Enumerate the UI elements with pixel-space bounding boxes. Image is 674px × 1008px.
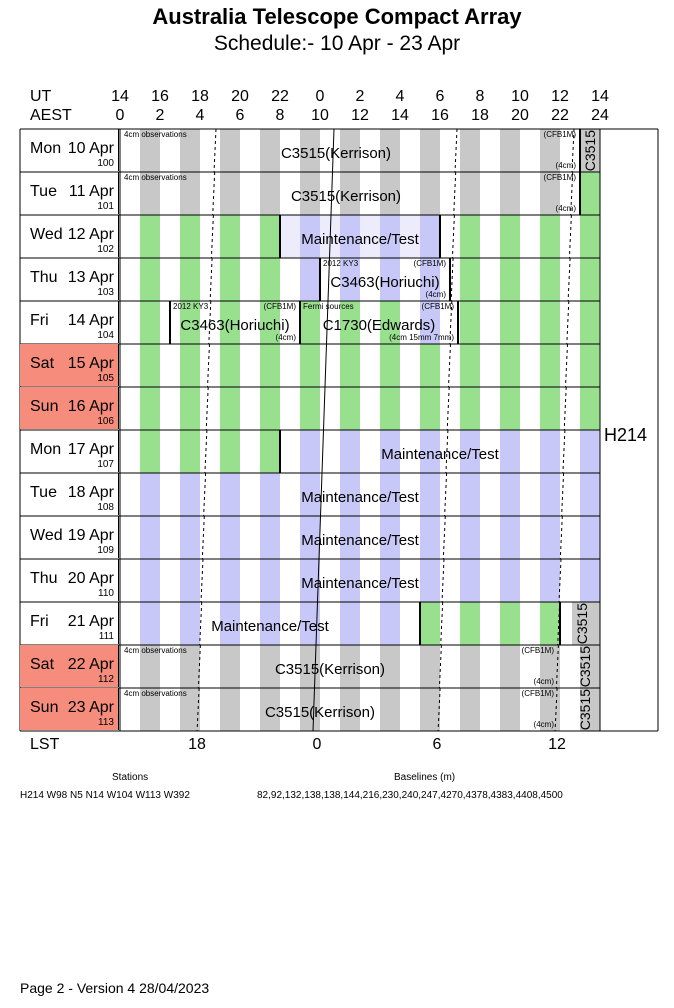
block-note-right: (CFB1M)	[543, 173, 576, 182]
block-note-br: (4cm)	[555, 161, 576, 170]
hour-stripe	[140, 301, 160, 344]
day-week-number: 109	[97, 545, 114, 556]
block-d13-c3515[interactable]	[120, 688, 600, 731]
block-label: Maintenance/Test	[301, 489, 419, 506]
aest-tick: 18	[471, 107, 489, 124]
lst-guide-line	[569, 215, 571, 258]
block-d2-maintenance[interactable]	[280, 215, 440, 258]
hour-stripe	[140, 387, 160, 430]
block-label: Maintenance/Test	[211, 618, 329, 635]
hour-stripe	[220, 344, 240, 387]
lst-guide-line	[567, 301, 569, 344]
lst-guide-line	[564, 387, 566, 430]
block-label: C3515(Kerrison)	[290, 188, 402, 205]
lst-guide-line	[452, 215, 454, 258]
hour-stripe	[180, 344, 200, 387]
day-date: 16 Apr	[67, 398, 114, 415]
day-week-number: 106	[97, 416, 114, 427]
day-row-label	[20, 215, 119, 257]
day-date: 11 Apr	[68, 183, 114, 200]
block-note-right: (CFB1M)	[413, 259, 446, 268]
aest-tick: 10	[311, 107, 329, 124]
aest-tick: 2	[155, 107, 165, 124]
day-date: 23 Apr	[67, 699, 114, 716]
hour-stripe	[380, 344, 400, 387]
block-note: 2012 KY3	[323, 259, 359, 268]
block-label: Maintenance/Test	[381, 446, 499, 463]
day-of-week: Wed	[30, 226, 63, 243]
hour-stripe	[180, 258, 200, 301]
lst-guide-line	[211, 215, 213, 258]
lst-guide-line	[206, 387, 208, 430]
day-of-week: Fri	[30, 312, 49, 329]
day-of-week: Sun	[30, 398, 59, 415]
block-note-br: (4cm)	[425, 290, 446, 299]
block-d11-maintenance[interactable]	[120, 602, 420, 645]
block-note-br: (4cm)	[533, 720, 554, 729]
day-week-number: 110	[98, 588, 114, 599]
hour-stripe	[140, 258, 160, 301]
ut-tick: 8	[475, 88, 485, 105]
day-date: 21 Apr	[67, 613, 114, 630]
hour-stripe	[540, 344, 560, 387]
hour-stripe	[420, 602, 440, 645]
aest-tick: 12	[351, 107, 369, 124]
aest-tick: 16	[431, 107, 449, 124]
hour-stripe	[380, 387, 400, 430]
aest-tick: 24	[591, 107, 609, 124]
block-label: Maintenance/Test	[301, 231, 419, 248]
lst-tick: 6	[432, 736, 442, 753]
block-label: Maintenance/Test	[301, 575, 419, 592]
day-date: 17 Apr	[67, 441, 114, 458]
aest-axis-label: AEST	[30, 107, 72, 124]
hour-stripe	[580, 172, 600, 215]
day-week-number: 105	[97, 373, 114, 384]
lst-guide-line	[441, 602, 443, 645]
hour-stripe	[260, 430, 280, 473]
ut-tick: 14	[111, 88, 129, 105]
day-row-label	[20, 172, 119, 214]
lst-tick: 12	[548, 736, 566, 753]
aest-tick: 14	[391, 107, 409, 124]
hour-stripe	[580, 215, 600, 258]
hour-stripe	[460, 215, 480, 258]
day-of-week: Thu	[30, 269, 58, 286]
page-title: Australia Telescope Compact Array	[152, 4, 522, 29]
day-of-week: Wed	[30, 527, 63, 544]
baselines-value: 82,92,132,138,138,144,216,230,240,247,4270,4378,4383,4408,4500	[257, 790, 563, 801]
hour-stripe	[540, 387, 560, 430]
block-d4-c1730[interactable]	[300, 301, 458, 344]
ut-tick: 2	[355, 88, 365, 105]
hour-stripe	[140, 215, 160, 258]
ut-tick: 16	[151, 88, 169, 105]
day-of-week: Fri	[30, 613, 49, 630]
day-row-label	[20, 387, 119, 429]
hour-stripe	[220, 215, 240, 258]
hour-stripe	[500, 258, 520, 301]
day-of-week: Sun	[30, 699, 59, 716]
hour-stripe	[460, 301, 480, 344]
lst-guide-line	[566, 344, 568, 387]
block-note-br: (4cm)	[555, 204, 576, 213]
hour-stripe	[580, 258, 600, 301]
day-week-number: 111	[98, 631, 114, 642]
hour-stripe	[260, 387, 280, 430]
lst-guide-line	[568, 258, 570, 301]
hour-stripe	[580, 387, 600, 430]
page-footer: Page 2 - Version 4 28/04/2023	[20, 980, 210, 996]
block-note-right: (CFB1M)	[521, 689, 554, 698]
block-vertical-label: C3515	[577, 646, 593, 688]
hour-stripe	[460, 344, 480, 387]
ut-tick: 22	[271, 88, 289, 105]
hour-stripe	[460, 258, 480, 301]
day-date: 18 Apr	[67, 484, 114, 501]
aest-tick: 8	[275, 107, 285, 124]
day-of-week: Sat	[30, 355, 55, 372]
block-label: C3515(Kerrison)	[264, 704, 376, 721]
baselines-header: Baselines (m)	[394, 772, 456, 783]
day-week-number: 104	[97, 330, 114, 341]
day-row-label	[20, 430, 119, 472]
lst-guide-line	[205, 430, 207, 473]
block-d10-maintenance[interactable]	[120, 559, 600, 602]
hour-stripe	[340, 344, 360, 387]
aest-tick: 6	[235, 107, 245, 124]
day-row-label	[20, 602, 119, 644]
hour-stripe	[220, 430, 240, 473]
block-label: C3463(Horiuchi)	[180, 317, 290, 334]
hour-stripe	[540, 602, 560, 645]
ut-tick: 6	[435, 88, 445, 105]
ut-tick: 14	[591, 88, 609, 105]
ut-tick: 10	[511, 88, 529, 105]
block-note-right: (CFB1M)	[421, 302, 454, 311]
lst-tick: 0	[312, 736, 322, 753]
hour-stripe	[500, 215, 520, 258]
array-config-label: H214	[604, 425, 648, 445]
hour-stripe	[540, 301, 560, 344]
block-vertical-label: C3515	[582, 130, 598, 172]
day-date: 20 Apr	[67, 570, 114, 587]
day-row-label	[20, 516, 119, 558]
hour-stripe	[220, 258, 240, 301]
lst-guide-line	[447, 387, 449, 430]
ut-tick: 20	[231, 88, 249, 105]
hour-stripe	[500, 344, 520, 387]
block-note-br: (4cm 15mm 7mm)	[389, 333, 454, 342]
page-subtitle: Schedule:- 10 Apr - 23 Apr	[213, 32, 461, 55]
ut-tick: 0	[315, 88, 325, 105]
day-week-number: 100	[97, 158, 114, 169]
day-date: 19 Apr	[67, 527, 114, 544]
block-note: 4cm observations	[124, 646, 187, 655]
lst-guide-line	[210, 258, 212, 301]
aest-tick: 0	[115, 107, 125, 124]
hour-stripe	[500, 387, 520, 430]
aest-tick: 22	[551, 107, 569, 124]
hour-stripe	[180, 215, 200, 258]
day-date: 14 Apr	[67, 312, 114, 329]
hour-stripe	[540, 215, 560, 258]
hour-stripe	[260, 258, 280, 301]
day-of-week: Tue	[30, 183, 57, 200]
block-note: 4cm observations	[124, 689, 187, 698]
block-d12-c3515[interactable]	[120, 645, 600, 688]
hour-stripe	[300, 387, 320, 430]
day-week-number: 103	[97, 287, 114, 298]
block-label: C3463(Horiuchi)	[330, 274, 440, 291]
block-note: 4cm observations	[124, 173, 187, 182]
block-d7-maintenance[interactable]	[280, 430, 600, 473]
ut-tick: 12	[551, 88, 569, 105]
day-of-week: Mon	[30, 441, 62, 458]
stations-value: H214 W98 N5 N14 W104 W113 W392	[20, 790, 190, 801]
day-row-label	[20, 473, 119, 515]
stations-header: Stations	[112, 772, 149, 783]
block-vertical-label: C3515	[577, 689, 593, 731]
ut-tick: 18	[191, 88, 209, 105]
aest-tick: 4	[195, 107, 205, 124]
block-label: Maintenance/Test	[301, 532, 419, 549]
lst-guide-line	[449, 344, 451, 387]
block-note-right: (CFB1M)	[521, 646, 554, 655]
lst-axis-label: LST	[30, 736, 60, 753]
day-row-label	[20, 344, 119, 386]
day-row-label	[20, 559, 119, 601]
hour-stripe	[260, 344, 280, 387]
block-note-right: (CFB1M)	[543, 130, 576, 139]
hour-stripe	[140, 344, 160, 387]
block-note-right: (CFB1M)	[263, 302, 296, 311]
day-week-number: 112	[98, 674, 114, 685]
day-date: 10 Apr	[67, 140, 114, 157]
hour-stripe	[420, 387, 440, 430]
hour-stripe	[340, 387, 360, 430]
day-date: 22 Apr	[67, 656, 114, 673]
block-d8-maintenance[interactable]	[120, 473, 600, 516]
day-of-week: Sat	[30, 656, 55, 673]
block-label: C1730(Edwards)	[322, 317, 436, 334]
block-label: C3515(Kerrison)	[280, 145, 392, 162]
day-of-week: Thu	[30, 570, 58, 587]
hour-stripe	[300, 344, 320, 387]
day-week-number: 102	[97, 244, 114, 255]
hour-stripe	[260, 215, 280, 258]
day-of-week: Tue	[30, 484, 57, 501]
aest-tick: 20	[511, 107, 529, 124]
hour-stripe	[220, 387, 240, 430]
day-row-label	[20, 258, 119, 300]
day-of-week: Mon	[30, 140, 62, 157]
hour-stripe	[540, 258, 560, 301]
block-note-br: (4cm)	[275, 333, 296, 342]
block-note: Fermi sources	[303, 302, 354, 311]
day-date: 13 Apr	[67, 269, 114, 286]
hour-stripe	[300, 258, 320, 301]
block-note: 2012 KY3	[173, 302, 209, 311]
ut-tick: 4	[395, 88, 405, 105]
hour-stripe	[500, 602, 520, 645]
hour-stripe	[180, 387, 200, 430]
day-row-label	[20, 301, 119, 343]
lst-guide-line	[208, 344, 210, 387]
day-week-number: 113	[98, 717, 114, 728]
hour-stripe	[580, 344, 600, 387]
day-week-number: 101	[97, 201, 114, 212]
lst-guide-line	[451, 258, 453, 301]
block-note-br: (4cm)	[533, 677, 554, 686]
block-d4-c3463[interactable]	[170, 301, 300, 344]
hour-stripe	[580, 301, 600, 344]
day-date: 15 Apr	[67, 355, 114, 372]
hour-stripe	[460, 387, 480, 430]
hour-stripe	[180, 430, 200, 473]
block-d1-c3515[interactable]	[120, 172, 580, 215]
block-note: 4cm observations	[124, 130, 187, 139]
day-week-number: 108	[97, 502, 114, 513]
hour-stripe	[420, 344, 440, 387]
day-date: 12 Apr	[67, 226, 114, 243]
block-d3-c3463[interactable]	[320, 258, 450, 301]
block-label: C3515(Kerrison)	[274, 661, 386, 678]
hour-stripe	[500, 301, 520, 344]
block-d0-c3515[interactable]	[120, 129, 600, 172]
day-week-number: 107	[97, 459, 114, 470]
block-d9-maintenance[interactable]	[120, 516, 600, 559]
lst-tick: 18	[188, 736, 206, 753]
ut-axis-label: UT	[30, 88, 52, 105]
hour-stripe	[460, 602, 480, 645]
hour-stripe	[140, 430, 160, 473]
block-d11-c3515-vertical: C3515	[574, 603, 590, 645]
